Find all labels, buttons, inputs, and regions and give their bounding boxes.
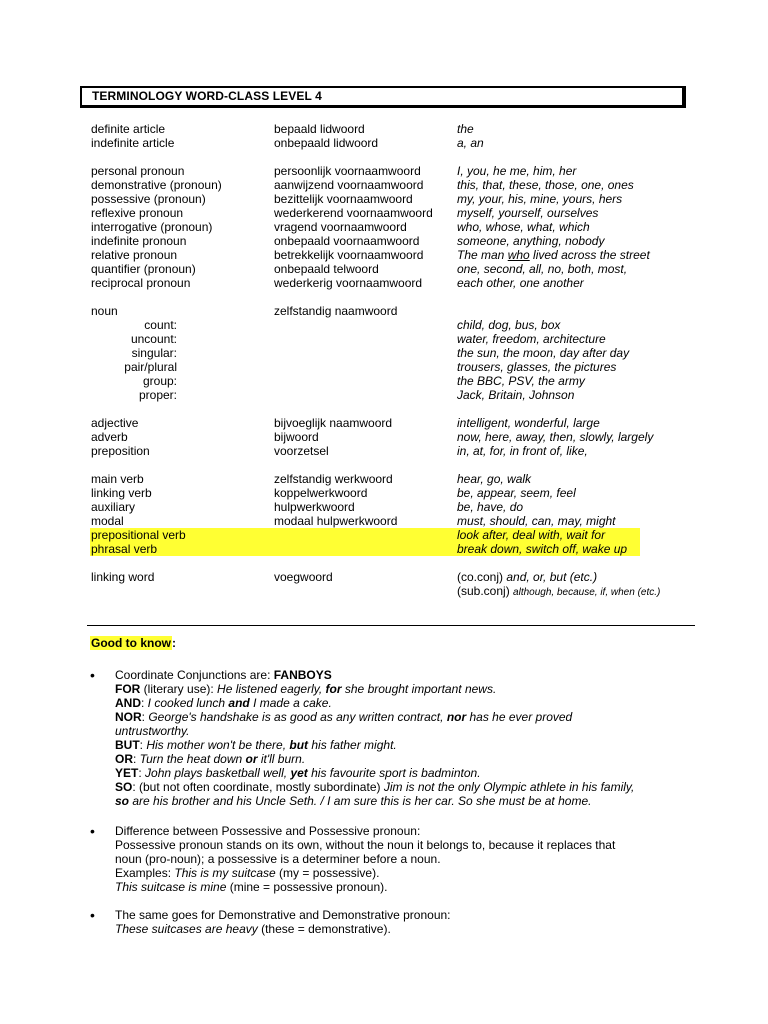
example: it'll burn. [257,752,306,766]
term-row [0,178,768,192]
keyword: YET [115,766,139,780]
term-dutch: wederkerig voornaamwoord [274,276,423,290]
term-english: preposition [91,444,150,458]
term-dutch: aanwijzend voornaamwoord [274,178,424,192]
noun-subtype-label: uncount: [130,332,177,346]
term-example: this, that, these, those, one, ones [457,178,634,192]
possessive-line-1: Difference between Possessive and Possessive pronoun: [115,824,421,838]
good-to-know-heading [90,636,176,651]
example: John plays basketball well, [145,766,291,780]
fanboys-so-cont [115,794,591,808]
text: (these = demonstrative). [257,922,391,936]
term-dutch: modaal hulpwerkwoord [274,514,398,528]
noun-subtype-row [0,360,768,374]
keyword: FOR [115,682,141,696]
fanboys-yet [115,766,481,780]
term-example: be, have, do [457,500,524,514]
term-example: water, freedom, architecture [457,332,606,346]
term-row [0,136,768,150]
keyword: AND [115,696,141,710]
text: (mine = possessive pronoun). [226,880,388,894]
conj-example: although, because, if, when (etc.) [513,587,661,598]
term-english: linking word [91,570,155,584]
term-row [0,444,768,458]
fanboys-nor [115,710,572,724]
noun-subtype-label: count: [144,318,177,332]
term-dutch: bijvoeglijk naamwoord [274,416,393,430]
conj-label: (co.conj) [457,570,504,584]
term-english: definite article [91,122,166,136]
term-row [0,206,768,220]
term-english: personal pronoun [91,164,185,178]
fanboys-intro [115,668,332,682]
example: Turn the heat down [139,752,246,766]
term-dutch: bezittelijk voornaamwoord [274,192,413,206]
term-example: be, appear, seem, feel [457,486,576,500]
term-english: main verb [91,472,144,486]
term-row-relative [0,248,768,262]
noun-subtype-row [0,318,768,332]
example: his favourite sport is badminton. [307,766,481,780]
example: are his brother and his Uncle Seth. / I am sure this is her car. So she must be at home. [129,794,592,808]
term-example: someone, anything, nobody [457,234,605,248]
term-dutch: voegwoord [274,570,333,584]
term-dutch: wederkerend voornaamwoord [274,206,433,220]
term-dutch: zelfstandig naamwoord [274,304,398,318]
example-part: The man [457,248,508,262]
demonstrative-line-2 [115,922,391,936]
example-underlined: who [507,248,530,262]
example-bold: but [289,738,309,752]
good-to-know-colon: : [172,636,176,650]
term-dutch: onbepaald lidwoord [274,136,379,150]
fanboys-but [115,738,397,752]
example: He listened eagerly, [217,682,326,696]
term-example: the sun, the moon, day after day [457,346,630,360]
demonstrative-line-1: The same goes for Demonstrative and Demonstrative pronoun: [115,908,451,922]
text: : [138,766,146,780]
term-example: child, dog, bus, box [457,318,561,332]
term-row [0,416,768,430]
keyword: OR [115,752,133,766]
example: untrustworthy. [115,724,190,738]
example: I cooked lunch [147,696,229,710]
possessive-line-5 [115,880,387,894]
term-english: reflexive pronoun [91,206,184,220]
term-row [0,164,768,178]
noun-subtype-label: pair/plural [124,360,177,374]
text: : [139,738,147,752]
term-english: indefinite article [91,136,175,150]
example: has he ever proved [466,710,573,724]
term-english: modal [91,514,124,528]
term-dutch: betrekkelijk voornaamwoord [274,248,424,262]
term-example: the [457,122,474,136]
term-example [457,570,597,584]
noun-subtype-label: singular: [131,346,177,360]
example-part: lived across the street [529,248,650,262]
term-row-highlighted [0,528,768,542]
text: (my = possessive). [275,866,380,880]
term-example: now, here, away, then, slowly, largely [457,430,654,444]
term-example: one, second, all, no, both, most, [457,262,628,276]
term-dutch: persoonlijk voornaamwoord [274,164,421,178]
term-example: in, at, for, in front of, like, [457,444,588,458]
term-row-linking-word [0,570,768,584]
example: This suitcase is mine [115,880,227,894]
example-bold: for [325,682,342,696]
text: : (but not often coordinate, mostly subordinate) [132,780,384,794]
example-bold: or [245,752,258,766]
term-english: demonstrative (pronoun) [91,178,222,192]
term-dutch: vragend voornaamwoord [274,220,407,234]
noun-subtype-row [0,332,768,346]
bullet-icon: • [90,907,95,923]
example: she brought important news. [341,682,497,696]
keyword: BUT [115,738,140,752]
noun-subtype-row [0,388,768,402]
term-english: indefinite pronoun [91,234,187,248]
term-english: interrogative (pronoun) [91,220,213,234]
term-english: quantifier (pronoun) [91,262,196,276]
text: : [133,752,140,766]
fanboys-nor-cont [115,724,189,738]
term-english: adverb [91,430,128,444]
term-dutch: bijwoord [274,430,319,444]
term-row [0,472,768,486]
term-example: Jack, Britain, Johnson [457,388,575,402]
term-example: I, you, he me, him, her [457,164,577,178]
good-to-know-label: Good to know [91,636,171,650]
term-english: possessive (pronoun) [91,192,206,206]
term-dutch: bepaald lidwoord [274,122,365,136]
conj-label: (sub.conj) [457,584,510,598]
example: George's handshake is as good as any written contract, [148,710,447,724]
term-example: my, your, his, mine, yours, hers [457,192,623,206]
example-bold: yet [290,766,308,780]
term-row [0,262,768,276]
possessive-line-3: noun (pro-noun); a possessive is a determiner before a noun. [115,852,441,866]
text: Examples: [115,866,175,880]
page-title: TERMINOLOGY WORD-CLASS LEVEL 4 [92,89,322,103]
term-row [0,234,768,248]
term-english: prepositional verb [91,528,186,542]
example: I made a cake. [249,696,332,710]
term-example: look after, deal with, wait for [457,528,606,542]
term-example [457,248,650,262]
term-example: the BBC, PSV, the army [457,374,585,388]
term-row [0,192,768,206]
term-example: myself, yourself, ourselves [457,206,599,220]
term-english: phrasal verb [91,542,158,556]
term-dutch: onbepaald voornaamwoord [274,234,420,248]
text: : [141,696,148,710]
term-example [457,584,660,600]
term-english: noun [91,304,118,318]
term-example: a, an [457,136,484,150]
term-row-linking-word-sub [0,584,768,598]
term-row [0,514,768,528]
divider-line [87,625,695,626]
term-english: auxiliary [91,500,136,514]
term-row [0,304,768,318]
text-bold: FANBOYS [273,668,332,682]
term-english: adjective [91,416,139,430]
term-example: hear, go, walk [457,472,532,486]
noun-subtype-label: group: [142,374,177,388]
fanboys-or [115,752,305,766]
term-example: trousers, glasses, the pictures [457,360,617,374]
bullet-icon: • [90,823,95,839]
term-english: linking verb [91,486,152,500]
example-bold: nor [446,710,467,724]
term-example: must, should, can, may, might [457,514,616,528]
fanboys-for [115,682,496,696]
term-example: break down, switch off, wake up [457,542,628,556]
example-bold: so [115,794,130,808]
conj-example: and, or, but (etc.) [506,570,598,584]
term-english: relative pronoun [91,248,178,262]
term-dutch: koppelwerkwoord [274,486,368,500]
keyword: NOR [115,710,142,724]
term-row [0,486,768,500]
term-row [0,430,768,444]
fanboys-so [115,780,634,794]
text: (literary use): [140,682,218,696]
noun-subtype-row [0,374,768,388]
example: his father might. [308,738,397,752]
possessive-line-4 [115,866,379,880]
term-english: reciprocal pronoun [91,276,191,290]
term-dutch: voorzetsel [274,444,329,458]
term-example: who, whose, what, which [457,220,590,234]
term-example: each other, one another [457,276,584,290]
possessive-line-2: Possessive pronoun stands on its own, without the noun it belongs to, because it replaces that [115,838,616,852]
text: : [141,710,149,724]
term-row [0,500,768,514]
example: Jim is not the only Olympic athlete in his family, [383,780,635,794]
term-dutch: zelfstandig werkwoord [274,472,393,486]
title-box [80,86,686,108]
keyword: SO [115,780,133,794]
example: His mother won't be there, [146,738,290,752]
example: This is my suitcase [174,866,276,880]
text: Coordinate Conjunctions are: [115,668,274,682]
example-bold: and [228,696,250,710]
term-dutch: hulpwerkwoord [274,500,355,514]
example: These suitcases are heavy [115,922,258,936]
term-dutch: onbepaald telwoord [274,262,379,276]
term-row-highlighted [0,542,768,556]
term-row [0,220,768,234]
term-row [0,276,768,290]
term-row [0,122,768,136]
noun-subtype-label: proper: [138,388,177,402]
bullet-icon: • [90,667,95,683]
term-example: intelligent, wonderful, large [457,416,600,430]
noun-subtype-row [0,346,768,360]
fanboys-and [115,696,332,710]
